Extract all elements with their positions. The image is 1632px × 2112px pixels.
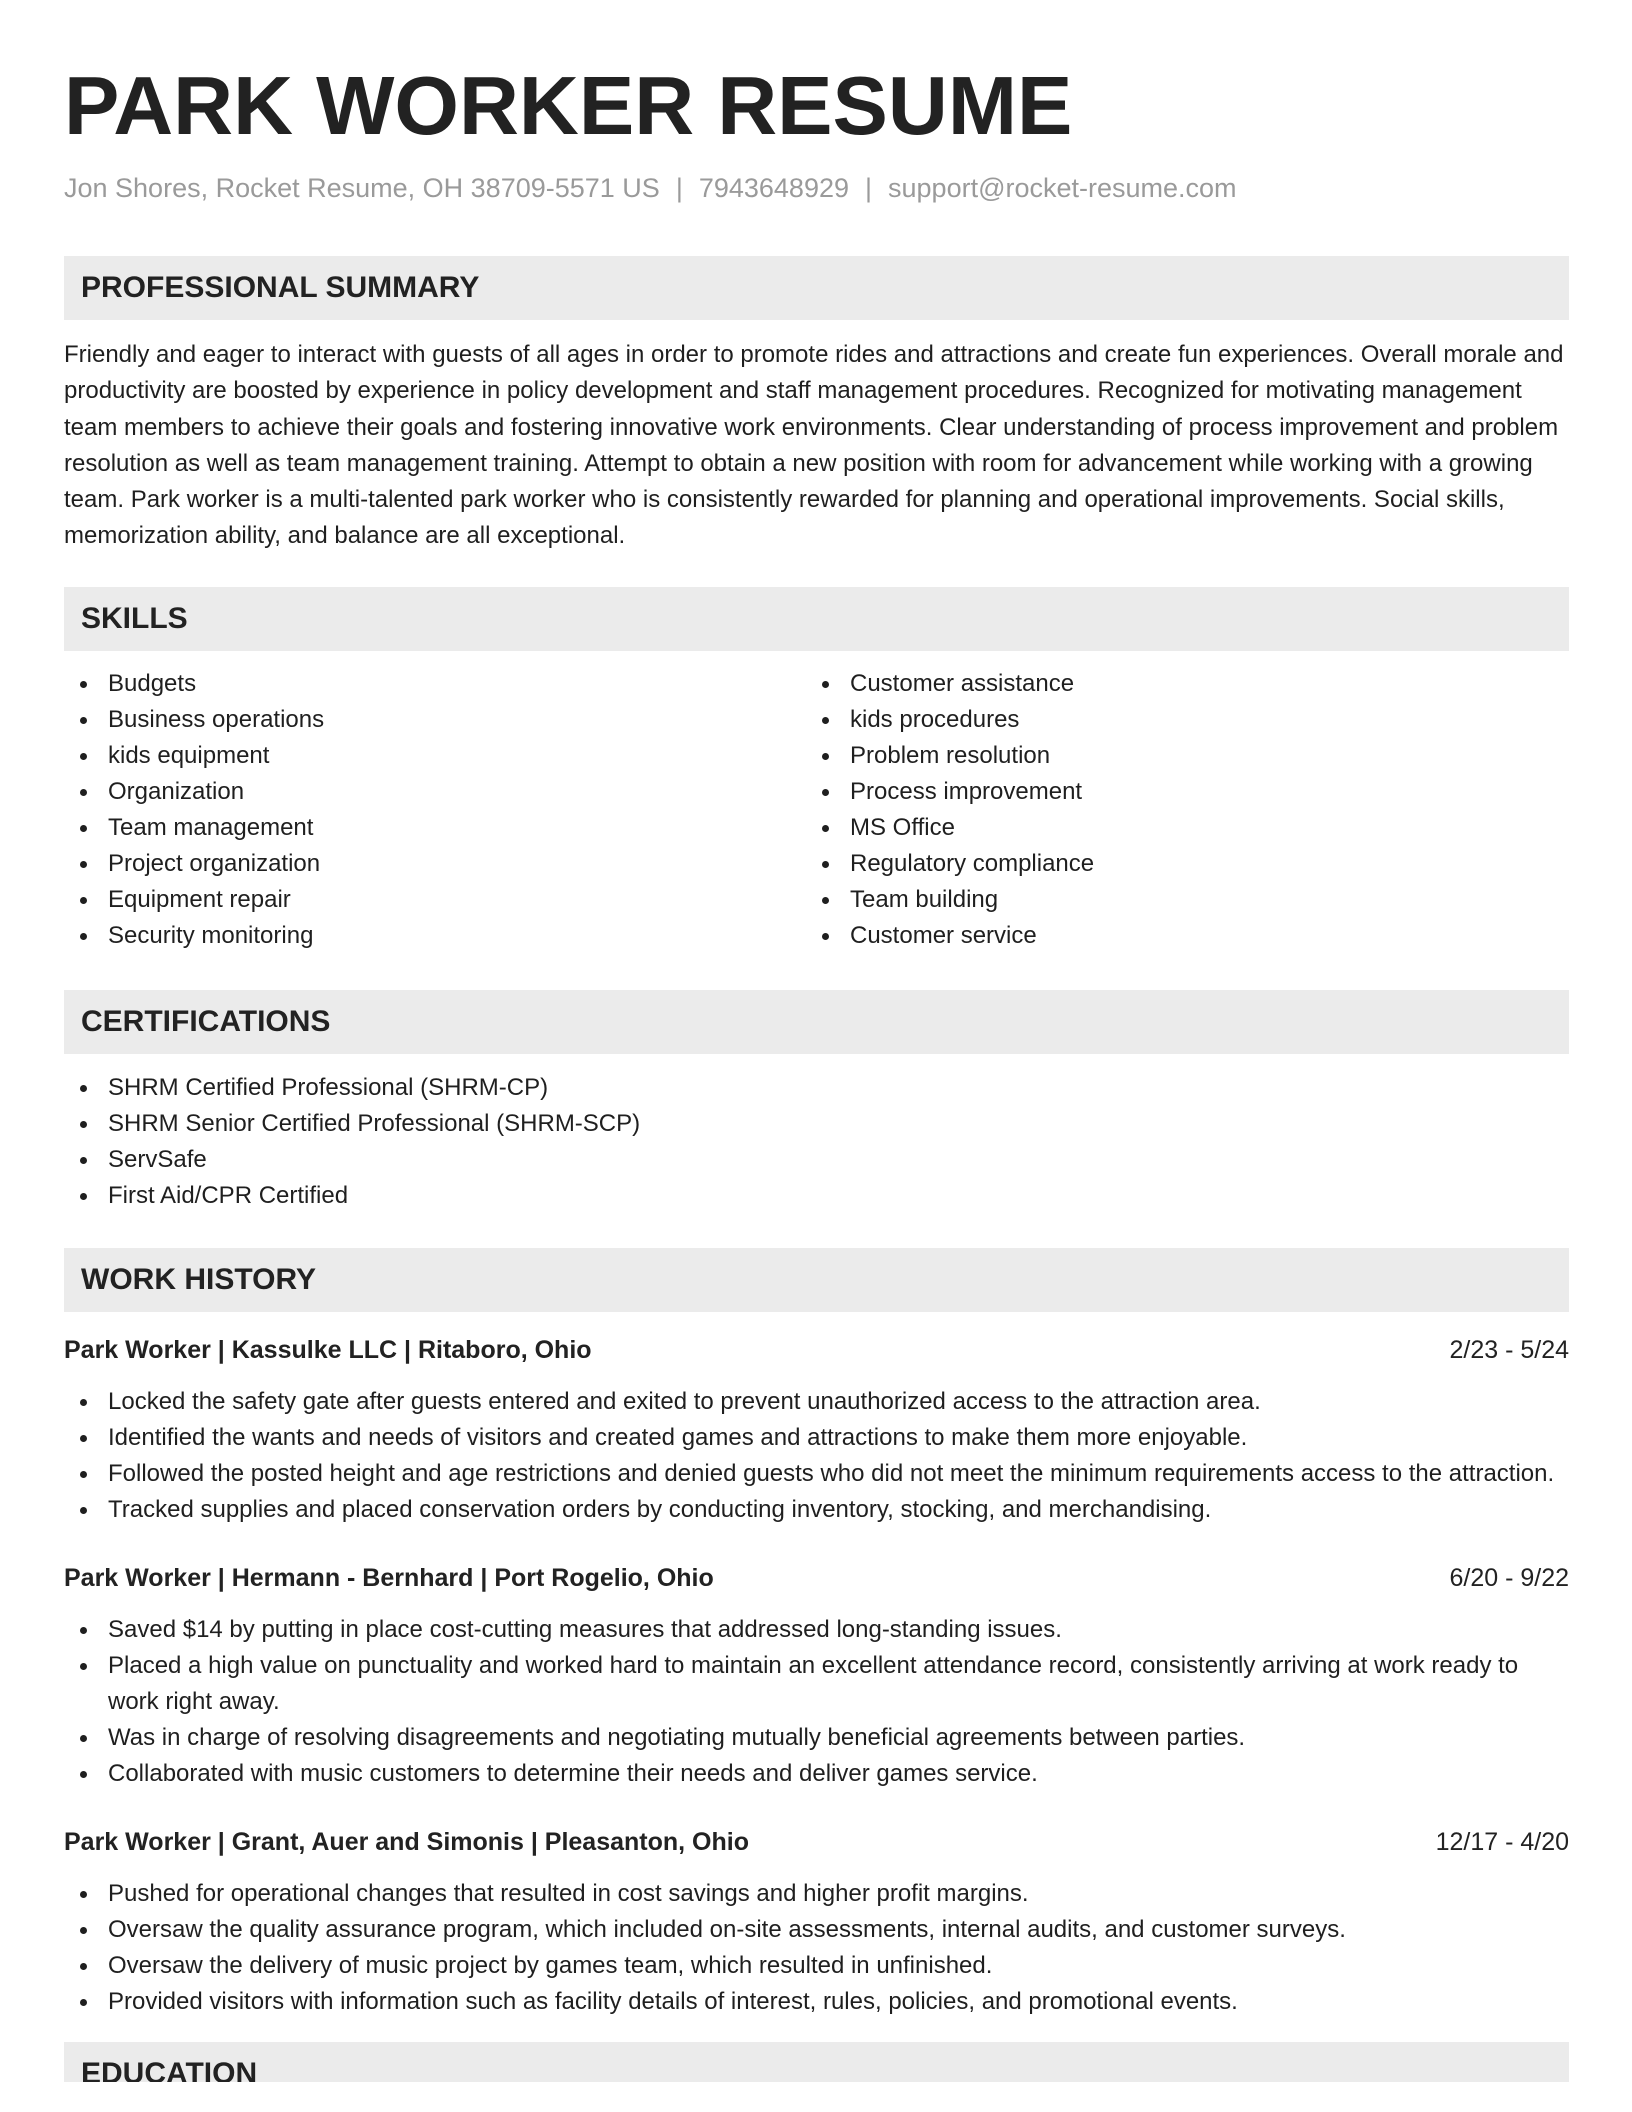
skill-item: Project organization <box>64 846 806 882</box>
job-dates: 6/20 - 9/22 <box>1449 1563 1569 1592</box>
skill-item: Team management <box>64 810 806 846</box>
job-title: Park Worker | Hermann - Bernhard | Port Rogelio, Ohio <box>64 1563 714 1592</box>
contact-address: Jon Shores, Rocket Resume, OH 38709-5571 US <box>64 173 660 203</box>
contact-line <box>64 171 1569 205</box>
job-entry <box>64 1824 1569 2020</box>
work-history-section-header: WORK HISTORY <box>64 1248 1569 1312</box>
skill-item: kids procedures <box>806 702 1548 738</box>
skills-list-left <box>64 666 806 954</box>
job-title: Park Worker | Grant, Auer and Simonis | Pleasanton, Ohio <box>64 1827 749 1856</box>
job-dates: 12/17 - 4/20 <box>1435 1827 1569 1856</box>
job-bullet: Oversaw the quality assurance program, which included on-site assessments, internal audits, and customer surveys. <box>64 1912 1569 1948</box>
job-header <box>64 1332 1569 1368</box>
skill-item: Equipment repair <box>64 882 806 918</box>
job-bullet: Provided visitors with information such as facility details of interest, rules, policies, and promotional events. <box>64 1984 1569 2020</box>
job-header <box>64 1560 1569 1596</box>
job-dates: 2/23 - 5/24 <box>1449 1335 1569 1364</box>
job-entry <box>64 1560 1569 1792</box>
job-bullet: Saved $14 by putting in place cost-cutting measures that addressed long-standing issues. <box>64 1612 1569 1648</box>
contact-separator: | <box>865 173 873 203</box>
skill-item: Customer service <box>806 918 1548 954</box>
contact-separator: | <box>675 173 683 203</box>
education-section-header: EDUCATION <box>64 2042 1569 2082</box>
skill-item: Business operations <box>64 702 806 738</box>
job-bullets <box>64 1384 1569 1528</box>
skill-item: Problem resolution <box>806 738 1548 774</box>
skills-column-right <box>806 666 1548 954</box>
skill-item: Process improvement <box>806 774 1548 810</box>
contact-email: support@rocket-resume.com <box>888 173 1237 203</box>
job-bullet: Collaborated with music customers to determine their needs and deliver games service. <box>64 1756 1569 1792</box>
skill-item: Customer assistance <box>806 666 1548 702</box>
certification-item: ServSafe <box>64 1142 1569 1178</box>
job-bullet: Was in charge of resolving disagreements and negotiating mutually beneficial agreements between parties. <box>64 1720 1569 1756</box>
contact-phone: 7943648929 <box>698 173 849 203</box>
skills-list-right <box>806 666 1548 954</box>
skill-item: Budgets <box>64 666 806 702</box>
job-title: Park Worker | Kassulke LLC | Ritaboro, Ohio <box>64 1335 592 1364</box>
job-bullet: Tracked supplies and placed conservation orders by conducting inventory, stocking, and merchandising. <box>64 1492 1569 1528</box>
job-bullet: Oversaw the delivery of music project by games team, which resulted in unfinished. <box>64 1948 1569 1984</box>
skills-grid <box>64 666 1569 954</box>
skills-section-header: SKILLS <box>64 587 1569 651</box>
job-bullets <box>64 1876 1569 2020</box>
summary-text: Friendly and eager to interact with guests of all ages in order to promote rides and attractions and create fun experiences. Overall morale and productivity are boosted by experience in policy development and staff management procedures. Recognized for motivating management team members to achieve their goals and fostering innovative work environments. Clear understanding of process improvement and problem resolution as well as team management training. Attempt to obtain a new position with room for advancement while working with a growing team. Park worker is a multi-talented park worker who is consistently rewarded for planning and operational improvements. Social skills, memorization ability, and balance are all exceptional. <box>64 341 1564 550</box>
skill-item: Security monitoring <box>64 918 806 954</box>
skills-column-left <box>64 666 806 954</box>
certification-item: First Aid/CPR Certified <box>64 1178 1569 1214</box>
skill-item: Regulatory compliance <box>806 846 1548 882</box>
certifications-section-header: CERTIFICATIONS <box>64 990 1569 1054</box>
job-bullets <box>64 1612 1569 1792</box>
certification-item: SHRM Senior Certified Professional (SHRM-SCP) <box>64 1106 1569 1142</box>
resume-title: PARK WORKER RESUME <box>64 59 1073 152</box>
job-bullet: Locked the safety gate after guests entered and exited to prevent unauthorized access to the attraction area. <box>64 1384 1569 1420</box>
certifications-list <box>64 1070 1569 1214</box>
skill-item: MS Office <box>806 810 1548 846</box>
job-bullet: Identified the wants and needs of visitors and created games and attractions to make them more enjoyable. <box>64 1420 1569 1456</box>
resume-page <box>64 0 1569 2082</box>
job-header <box>64 1824 1569 1860</box>
job-bullet: Placed a high value on punctuality and worked hard to maintain an excellent attendance record, consistently arriving at work ready to work right away. <box>64 1648 1569 1720</box>
skill-item: Organization <box>64 774 806 810</box>
job-bullet: Followed the posted height and age restrictions and denied guests who did not meet the minimum requirements access to the attraction. <box>64 1456 1569 1492</box>
job-entry <box>64 1332 1569 1528</box>
job-bullet: Pushed for operational changes that resulted in cost savings and higher profit margins. <box>64 1876 1569 1912</box>
summary-section-header: PROFESSIONAL SUMMARY <box>64 256 1569 320</box>
skill-item: Team building <box>806 882 1548 918</box>
certification-item: SHRM Certified Professional (SHRM-CP) <box>64 1070 1569 1106</box>
skill-item: kids equipment <box>64 738 806 774</box>
